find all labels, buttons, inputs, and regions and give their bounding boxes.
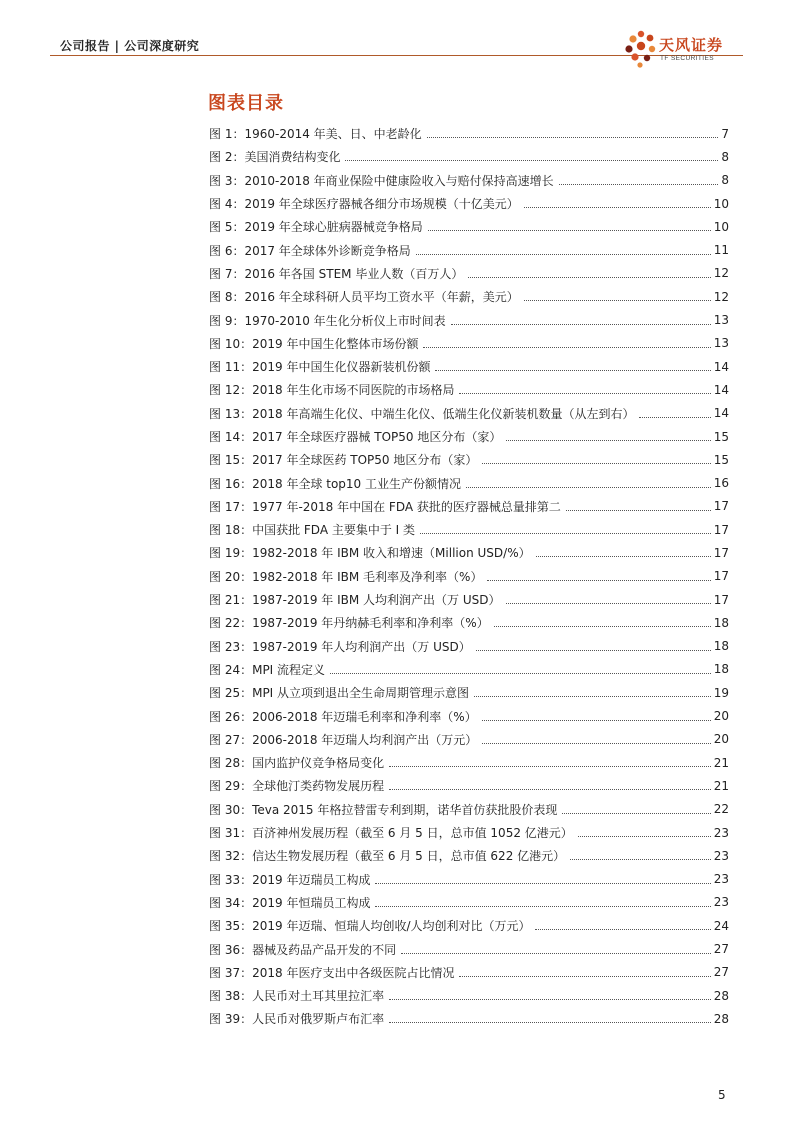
- toc-entry-page: 22: [713, 802, 729, 817]
- toc-dot-leader: [559, 183, 718, 185]
- toc-entry-label: 图 31：百济神州发展历程（截至 6 月 5 日，总市值 1052 亿港元）: [209, 826, 573, 841]
- toc-entry[interactable]: [209, 821, 729, 844]
- toc-dot-leader: [401, 952, 711, 954]
- toc-entry[interactable]: [209, 518, 729, 541]
- toc-entry[interactable]: [209, 122, 729, 145]
- toc-entry[interactable]: [209, 961, 729, 984]
- toc-title: 图表目录: [208, 93, 284, 114]
- toc-entry[interactable]: [209, 937, 729, 960]
- toc-entry[interactable]: [209, 658, 729, 681]
- toc-entry-page: 8: [721, 173, 729, 188]
- toc-entry-label: 图 32：信达生物发展历程（截至 6 月 5 日，总市值 622 亿港元）: [209, 849, 566, 864]
- toc-entry-label: 图 4：2019 年全球医疗器械各细分市场规模（十亿美元）: [209, 197, 519, 212]
- toc-dot-leader: [639, 416, 710, 418]
- toc-entry[interactable]: [209, 798, 729, 821]
- toc-dot-leader: [536, 555, 711, 557]
- toc-dot-leader: [375, 882, 710, 884]
- toc-entry-label: 图 5：2019 年全球心脏病器械竞争格局: [209, 220, 423, 235]
- toc-dot-leader: [482, 719, 711, 721]
- toc-entry-label: 图 6：2017 年全球体外诊断竞争格局: [209, 243, 411, 258]
- toc-entry[interactable]: [209, 541, 729, 564]
- toc-entry-label: 图 37：2018 年医疗支出中各级医院占比情况: [209, 965, 455, 980]
- toc-dot-leader: [389, 765, 711, 767]
- toc-dot-leader: [459, 392, 710, 394]
- toc-entry[interactable]: [209, 1007, 729, 1030]
- toc-entry[interactable]: [209, 984, 729, 1007]
- toc-entry[interactable]: [209, 285, 729, 308]
- report-breadcrumb: 公司报告 | 公司深度研究: [60, 39, 200, 53]
- toc-entry-page: 15: [713, 452, 729, 467]
- toc-entry[interactable]: [209, 169, 729, 192]
- toc-dot-leader: [482, 742, 710, 744]
- toc-dot-leader: [506, 602, 711, 604]
- toc-entry-page: 20: [713, 732, 729, 747]
- toc-entry-label: 图 20：1982-2018 年 IBM 毛利率及净利率（%）: [209, 569, 483, 584]
- toc-dot-leader: [375, 905, 710, 907]
- toc-entry-label: 图 36：器械及药品产品开发的不同: [209, 942, 397, 957]
- toc-entry-page: 18: [713, 662, 729, 677]
- toc-dot-leader: [459, 975, 710, 977]
- toc-entry-label: 图 10：2019 年中国生化整体市场份额: [209, 336, 419, 351]
- toc-entry[interactable]: [209, 471, 729, 494]
- toc-entry[interactable]: [209, 635, 729, 658]
- toc-dot-leader: [451, 323, 711, 325]
- toc-entry[interactable]: [209, 425, 729, 448]
- toc-entry-page: 23: [713, 825, 729, 840]
- toc-entry-label: 图 22：1987-2019 年丹纳赫毛利率和净利率（%）: [209, 616, 489, 631]
- toc-entry-page: 14: [713, 406, 729, 421]
- toc-dot-leader: [524, 206, 711, 208]
- toc-entry-page: 13: [713, 336, 729, 351]
- toc-dot-leader: [494, 625, 711, 627]
- toc-entry-label: 图 33：2019 年迈瑞员工构成: [209, 872, 371, 887]
- toc-entry-page: 23: [713, 872, 729, 887]
- toc-entry[interactable]: [209, 495, 729, 518]
- toc-entry-label: 图 23：1987-2019 年人均利润产出（万 USD）: [209, 639, 471, 654]
- toc-entry-label: 图 7：2016 年各国 STEM 毕业人数（百万人）: [209, 266, 464, 281]
- toc-dot-leader: [487, 579, 710, 581]
- toc-entry-page: 24: [713, 918, 729, 933]
- toc-entry[interactable]: [209, 728, 729, 751]
- toc-entry-page: 8: [721, 149, 729, 164]
- toc-entry-label: 图 39：人民币对俄罗斯卢布汇率: [209, 1012, 385, 1027]
- toc-dot-leader: [416, 253, 711, 255]
- flower-logo-icon: [623, 28, 659, 68]
- toc-entry-page: 15: [713, 429, 729, 444]
- toc-dot-leader: [506, 439, 710, 441]
- toc-entry-page: 7: [721, 126, 729, 141]
- toc-dot-leader: [428, 229, 711, 231]
- toc-entry[interactable]: [209, 238, 729, 261]
- toc-entry-page: 21: [713, 755, 729, 770]
- toc-dot-leader: [389, 998, 711, 1000]
- toc-entry-label: 图 12：2018 年生化市场不同医院的市场格局: [209, 383, 455, 398]
- toc-dot-leader: [482, 462, 710, 464]
- toc-entry-label: 图 30：Teva 2015 年格拉替雷专利到期，诺华首仿获批股价表现: [209, 802, 558, 817]
- toc-entry[interactable]: [209, 378, 729, 401]
- toc-entry-page: 28: [713, 988, 729, 1003]
- toc-entry-label: 图 35：2019 年迈瑞、恒瑞人均创收/人均创利对比（万元）: [209, 919, 531, 934]
- page-number: 5: [718, 1088, 726, 1102]
- toc-entry-page: 12: [713, 289, 729, 304]
- toc-dot-leader: [474, 695, 711, 697]
- toc-entry[interactable]: [209, 262, 729, 285]
- toc-entry[interactable]: [209, 192, 729, 215]
- toc-entry[interactable]: [209, 332, 729, 355]
- toc-entry[interactable]: [209, 145, 729, 168]
- toc-dot-leader: [330, 672, 711, 674]
- toc-entry[interactable]: [209, 681, 729, 704]
- toc-entry-page: 23: [713, 895, 729, 910]
- toc-entry-label: 图 2：美国消费结构变化: [209, 150, 341, 165]
- toc-entry[interactable]: [209, 751, 729, 774]
- toc-entry-label: 图 25：MPI 从立项到退出全生命周期管理示意图: [209, 686, 470, 701]
- toc-dot-leader: [420, 532, 711, 534]
- toc-entry-page: 14: [713, 359, 729, 374]
- toc-entry-label: 图 9：1970-2010 年生化分析仪上市时间表: [209, 313, 446, 328]
- toc-entry-page: 19: [713, 685, 729, 700]
- company-logo: [623, 28, 743, 68]
- toc-entry-page: 17: [713, 522, 729, 537]
- toc-entry-page: 11: [713, 243, 729, 258]
- toc-entry-page: 17: [713, 545, 729, 560]
- toc-entry-label: 图 13：2018 年高端生化仪、中端生化仪、低端生化仪新装机数量（从左到右）: [209, 406, 635, 421]
- toc-entry-page: 13: [713, 313, 729, 328]
- table-of-figures: [209, 122, 729, 1031]
- toc-dot-leader: [562, 812, 710, 814]
- toc-entry-label: 图 19：1982-2018 年 IBM 收入和增速（Million USD/%）: [209, 546, 531, 561]
- toc-entry-label: 图 3：2010-2018 年商业保险中健康险收入与赔付保持高速增长: [209, 173, 554, 188]
- toc-entry-page: 18: [713, 615, 729, 630]
- toc-dot-leader: [427, 136, 718, 138]
- toc-entry[interactable]: [209, 914, 729, 937]
- toc-entry-page: 16: [713, 476, 729, 491]
- toc-entry-label: 图 8：2016 年全球科研人员平均工资水平（年薪，美元）: [209, 290, 519, 305]
- toc-entry-page: 17: [713, 569, 729, 584]
- toc-dot-leader: [423, 346, 710, 348]
- toc-entry-page: 23: [713, 848, 729, 863]
- toc-entry-label: 图 11：2019 年中国生化仪器新装机份额: [209, 360, 431, 375]
- toc-entry-label: 图 21：1987-2019 年 IBM 人均利润产出（万 USD）: [209, 593, 501, 608]
- toc-entry[interactable]: [209, 891, 729, 914]
- toc-entry[interactable]: [209, 611, 729, 634]
- toc-entry-page: 28: [713, 1011, 729, 1026]
- toc-dot-leader: [345, 159, 718, 161]
- toc-entry-page: 27: [713, 965, 729, 980]
- toc-entry-label: 图 28：国内监护仪竞争格局变化: [209, 756, 385, 771]
- toc-entry-page: 17: [713, 592, 729, 607]
- toc-entry[interactable]: [209, 588, 729, 611]
- toc-entry-label: 图 18：中国获批 FDA 主要集中于 I 类: [209, 523, 416, 538]
- toc-entry-label: 图 27：2006-2018 年迈瑞人均利润产出（万元）: [209, 732, 478, 747]
- toc-entry-label: 图 15：2017 年全球医药 TOP50 地区分布（家）: [209, 453, 478, 468]
- toc-dot-leader: [578, 835, 711, 837]
- toc-entry-page: 10: [713, 196, 729, 211]
- toc-dot-leader: [535, 928, 710, 930]
- toc-entry-label: 图 17：1977 年-2018 年中国在 FDA 获批的医疗器械总量排第二: [209, 499, 561, 514]
- toc-entry-page: 10: [713, 219, 729, 234]
- logo-chinese-name: 天风证券: [659, 36, 724, 54]
- toc-entry[interactable]: [209, 844, 729, 867]
- toc-dot-leader: [570, 858, 711, 860]
- toc-entry-label: 图 1：1960-2014 年美、日、中老龄化: [209, 127, 422, 142]
- toc-entry-label: 图 29：全球他汀类药物发展历程: [209, 779, 385, 794]
- toc-dot-leader: [566, 509, 711, 511]
- toc-entry[interactable]: [209, 448, 729, 471]
- toc-entry[interactable]: [209, 868, 729, 891]
- page-header: [50, 28, 743, 68]
- toc-entry-label: 图 14：2017 年全球医疗器械 TOP50 地区分布（家）: [209, 430, 502, 444]
- toc-entry-page: 27: [713, 942, 729, 957]
- toc-entry-page: 17: [713, 499, 729, 514]
- toc-dot-leader: [524, 299, 711, 301]
- toc-entry-page: 20: [713, 709, 729, 724]
- toc-dot-leader: [389, 1021, 711, 1023]
- toc-entry[interactable]: [209, 308, 729, 331]
- toc-dot-leader: [468, 276, 710, 278]
- toc-entry[interactable]: [209, 774, 729, 797]
- toc-dot-leader: [476, 649, 711, 651]
- toc-dot-leader: [389, 788, 711, 790]
- toc-entry-page: 12: [713, 266, 729, 281]
- toc-entry[interactable]: [209, 215, 729, 238]
- toc-entry[interactable]: [209, 402, 729, 425]
- toc-entry-page: 18: [713, 639, 729, 654]
- toc-entry[interactable]: [209, 565, 729, 588]
- logo-english-name: TF SECURITIES: [660, 55, 714, 62]
- toc-entry-page: 14: [713, 382, 729, 397]
- toc-entry-label: 图 34：2019 年恒瑞员工构成: [209, 895, 371, 910]
- toc-entry-label: 图 38：人民币对土耳其里拉汇率: [209, 989, 385, 1004]
- toc-entry-page: 21: [713, 778, 729, 793]
- toc-dot-leader: [466, 486, 711, 488]
- toc-entry[interactable]: [209, 704, 729, 727]
- toc-dot-leader: [435, 369, 710, 371]
- toc-entry[interactable]: [209, 355, 729, 378]
- toc-entry-label: 图 26：2006-2018 年迈瑞毛利率和净利率（%）: [209, 709, 477, 724]
- toc-entry-label: 图 24：MPI 流程定义: [209, 662, 326, 677]
- toc-entry-label: 图 16：2018 年全球 top10 工业生产份额情况: [209, 476, 462, 491]
